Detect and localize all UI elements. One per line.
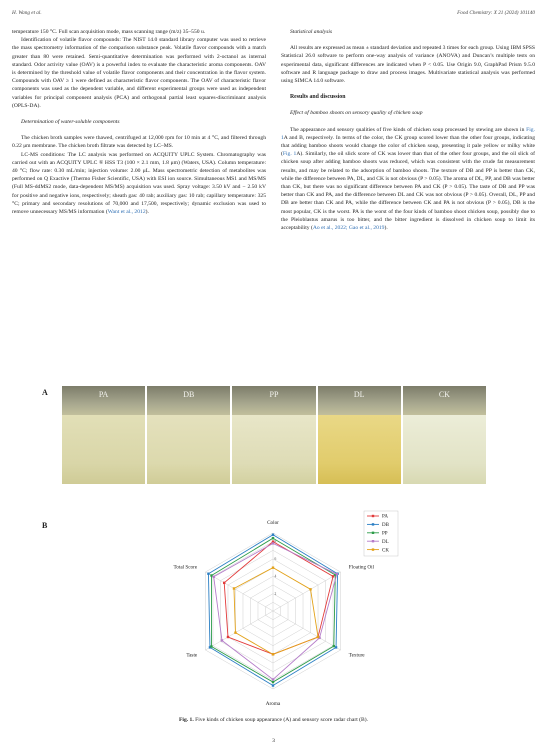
radar-point [221, 639, 223, 641]
legend-label: DL [382, 539, 389, 545]
citation-link[interactable]: Want et al., 2012 [107, 209, 146, 216]
radar-series-dl [214, 543, 337, 679]
photo-label: PP [269, 390, 279, 399]
paragraph [281, 126, 535, 233]
page-number: 3 [272, 738, 275, 744]
paragraph [12, 151, 266, 217]
soup-photo-db [147, 386, 230, 484]
legend-label: DB [382, 523, 389, 529]
running-header-journal: Food Chemistry: X 21 (2024) 101140 [457, 10, 535, 16]
paragraph-text: The appearance and sensory qualities of five kinds of chicken soup processed by stewing are shown in [290, 126, 527, 133]
radar-series-pp [211, 538, 335, 682]
radar-point [272, 534, 274, 536]
section-heading: Determination of water-soluble components [21, 119, 120, 126]
radar-point [336, 573, 338, 575]
radar-point [335, 646, 337, 648]
soup-photo-pa [62, 386, 145, 484]
panel-label-a: A [42, 388, 48, 397]
radar-axis-label: Taste [186, 652, 198, 659]
radar-axis-label: Texture [348, 652, 365, 659]
radar-point [272, 681, 274, 683]
radar-axis-label: Floating Oil [348, 564, 375, 571]
radar-point [223, 582, 225, 584]
radar-point [332, 575, 334, 577]
paragraph: temperature 150 °C. Full scan acquisition mode, mass scanning range (m/z) 35–550 u. [12, 29, 206, 35]
soup-photo-strip [62, 386, 486, 484]
radar-point [227, 636, 229, 638]
radar-point [272, 537, 274, 539]
radar-point [213, 576, 215, 578]
legend-marker [372, 515, 374, 517]
photo-label: CK [438, 390, 450, 399]
radar-axis-label: Color [267, 519, 279, 526]
radar-point [309, 588, 311, 590]
radar-tick-label: 4 [274, 574, 277, 579]
figure-link[interactable]: Fig. 1 [281, 126, 535, 141]
radar-point [207, 573, 209, 575]
soup-photo-ck [403, 386, 486, 484]
section-heading: Statistical analysis [290, 29, 333, 35]
right-column [281, 28, 535, 232]
figure-caption [0, 717, 547, 723]
legend-marker [372, 523, 374, 525]
legend-marker [372, 532, 374, 534]
photo-label: DL [353, 390, 365, 399]
radar-axis-label: Total Score [173, 564, 198, 571]
paragraph-text: LC-MS conditions: The LC analysis was performed on ACQUITY UPLC System. Chromatography was carried out with an ACQUITY UPLC ® HSS T3 (100 × 2.1 mm, 1.8 μm) (Waters, USA). Column temperature: 40 °C; flow rate: 0.30 mL/min; injection volume: 2.00 μL. Mass spectrometric detection of metabolites was performed on Q Exactive (Thermo Fisher Scientific, USA) with ESI ion source. Simultaneous MS1 and MS/MS (Full MS-ddMS2 mode, data-dependent MS/MS) acquisition was used. Spray voltage: 3.50 kV and − 2.50 kV for positive and negative ions, respectively; sheath gas: 40 rab; auxiliary gas: 10 rab; capillary temperature: 325 °C; primary and secondary resolutions of 70,000 and 17,500, respectively; dynamic exclusion was used to remove unnecessary MS/MS information ( [12, 151, 266, 216]
radar-point [272, 542, 274, 544]
radar-series-ck [234, 568, 318, 655]
paragraph-text: ). [145, 209, 149, 216]
legend-label: PP [382, 531, 388, 537]
citation-link[interactable]: Ao et al., 2022; Gao et al., 2019 [312, 225, 385, 232]
radar-tick-label: 2 [274, 591, 277, 596]
radar-point [210, 645, 212, 647]
photo-label: DB [183, 390, 195, 399]
radar-axis-label: Aroma [265, 701, 281, 708]
radar-point [272, 684, 274, 686]
radar-point [272, 678, 274, 680]
radar-point [234, 631, 236, 633]
figure-link[interactable]: Fig. 1 [282, 151, 297, 158]
radar-point [272, 566, 274, 568]
paragraph-text: A). Similarly, the oil slick score of CK was lower than that of the other four groups, and the oil slick of chicken soup after adding bamboo shoots was reduced, which was consistent with the crude fat measurement results, and may be related to the adsorption of bamboo shoots. The texture of DB and PP is better than CK, while the difference between PA, DL, and CK is not obvious (P > 0.05). The aroma of DL, PP, and DB was better than CK, but there was no significant difference between PA and CK (P > 0.05). The taste of DB and PP was better than CK and PA, and the difference between DL and CK was not obvious (P > 0.05). Overall, DL, PP and DB are better than CK and PA, while the difference between CK and PA is not obvious (P > 0.05), DB is the most popular, CK is the worst. PA is the worst of the four kinds of bamboo shoot chicken soup, possibly due to the Pleioblastus amarus is too bitter, and the bitter ingredient is dissolved in chicken soup to limit its acceptability ( [281, 151, 535, 232]
radar-tick-label: 6 [274, 557, 277, 562]
paragraph: Identification of volatile flavor compounds: The NIST 14.0 standard library computer was used to retrieve the mass spectrometry information of the comparison substance peak. Volatile flavor compounds with a match greater than 80 were retained. Semi-quantitative determination was performed with 2-octanol as internal standard. Odor activity value (OAV) is a powerful index to evaluate the characteristic aroma components. OAV is determined by the threshold value of volatile flavor components and their concentration in the flavor system. Compounds with OAV ≥ 1 were defined as characteristic flavor components. The OAV of characteristic flavor components was used as the dependent variable, and different experimental groups were used as independent variables for principal component analysis (PCA) and orthogonal partial least squares-discriminant analysis (OPLS-DA). [12, 37, 266, 109]
radar-spoke [205, 611, 273, 650]
legend-label: CK [382, 548, 389, 554]
legend-marker [372, 540, 374, 542]
radar-tick-label: 8 [274, 539, 277, 544]
section-heading: Results and discussion [290, 94, 346, 101]
radar-spoke [273, 572, 341, 611]
paragraph: The chicken broth samples were thawed, centrifuged at 12,000 rpm for 10 min at 4 °C, and filtered through 0.22 μm membrane. The chicken broth filtrate was detected by LC–MS. [12, 135, 266, 150]
radar-spoke [273, 611, 341, 650]
radar-point [233, 587, 235, 589]
radar-point [210, 574, 212, 576]
photo-label: PA [98, 390, 109, 399]
radar-point [272, 653, 274, 655]
sensory-radar-chart [130, 508, 420, 714]
caption-label: Fig. 1. [178, 717, 194, 723]
paragraph-text: ). [384, 225, 388, 232]
legend-marker [372, 548, 374, 550]
caption-text: Five kinds of chicken soup appearance (A) and sensory score radar chart (B). [193, 717, 369, 723]
left-column [12, 28, 266, 216]
soup-photo-pp [232, 386, 315, 484]
soup-photo-dl [318, 386, 401, 484]
subsection-heading: Effect of bamboo shoots on sensory quality of chicken soup [290, 110, 423, 117]
legend-label: PA [382, 514, 388, 520]
radar-point [333, 645, 335, 647]
running-header-authors: H. Wang et al. [12, 10, 42, 16]
panel-label-b: B [42, 521, 48, 530]
radar-point [317, 636, 319, 638]
paragraph: All results are expressed as mean ± standard deviation and repeated 3 times for each group. Using IBM SPSS Statistical 26.0 software to perform one-way analysis of variance (ANOVA) and Duncan’s multiple tests on experimental data, significant differences are indicated when P < 0.05. Use Origin 9.0, GraphPad Prism 9.5.0 software and R language package to draw and process images. Multivariate statistical analysis was performed using SIMCA 14.0 software. [281, 45, 535, 85]
paragraph-text: A and B, respectively. In terms of the color, the CK group scored lower than the other four groups, indicating that adding bamboo shoots would change the color of chicken soup, presenting it pale yellow or milky white ( [281, 134, 535, 158]
